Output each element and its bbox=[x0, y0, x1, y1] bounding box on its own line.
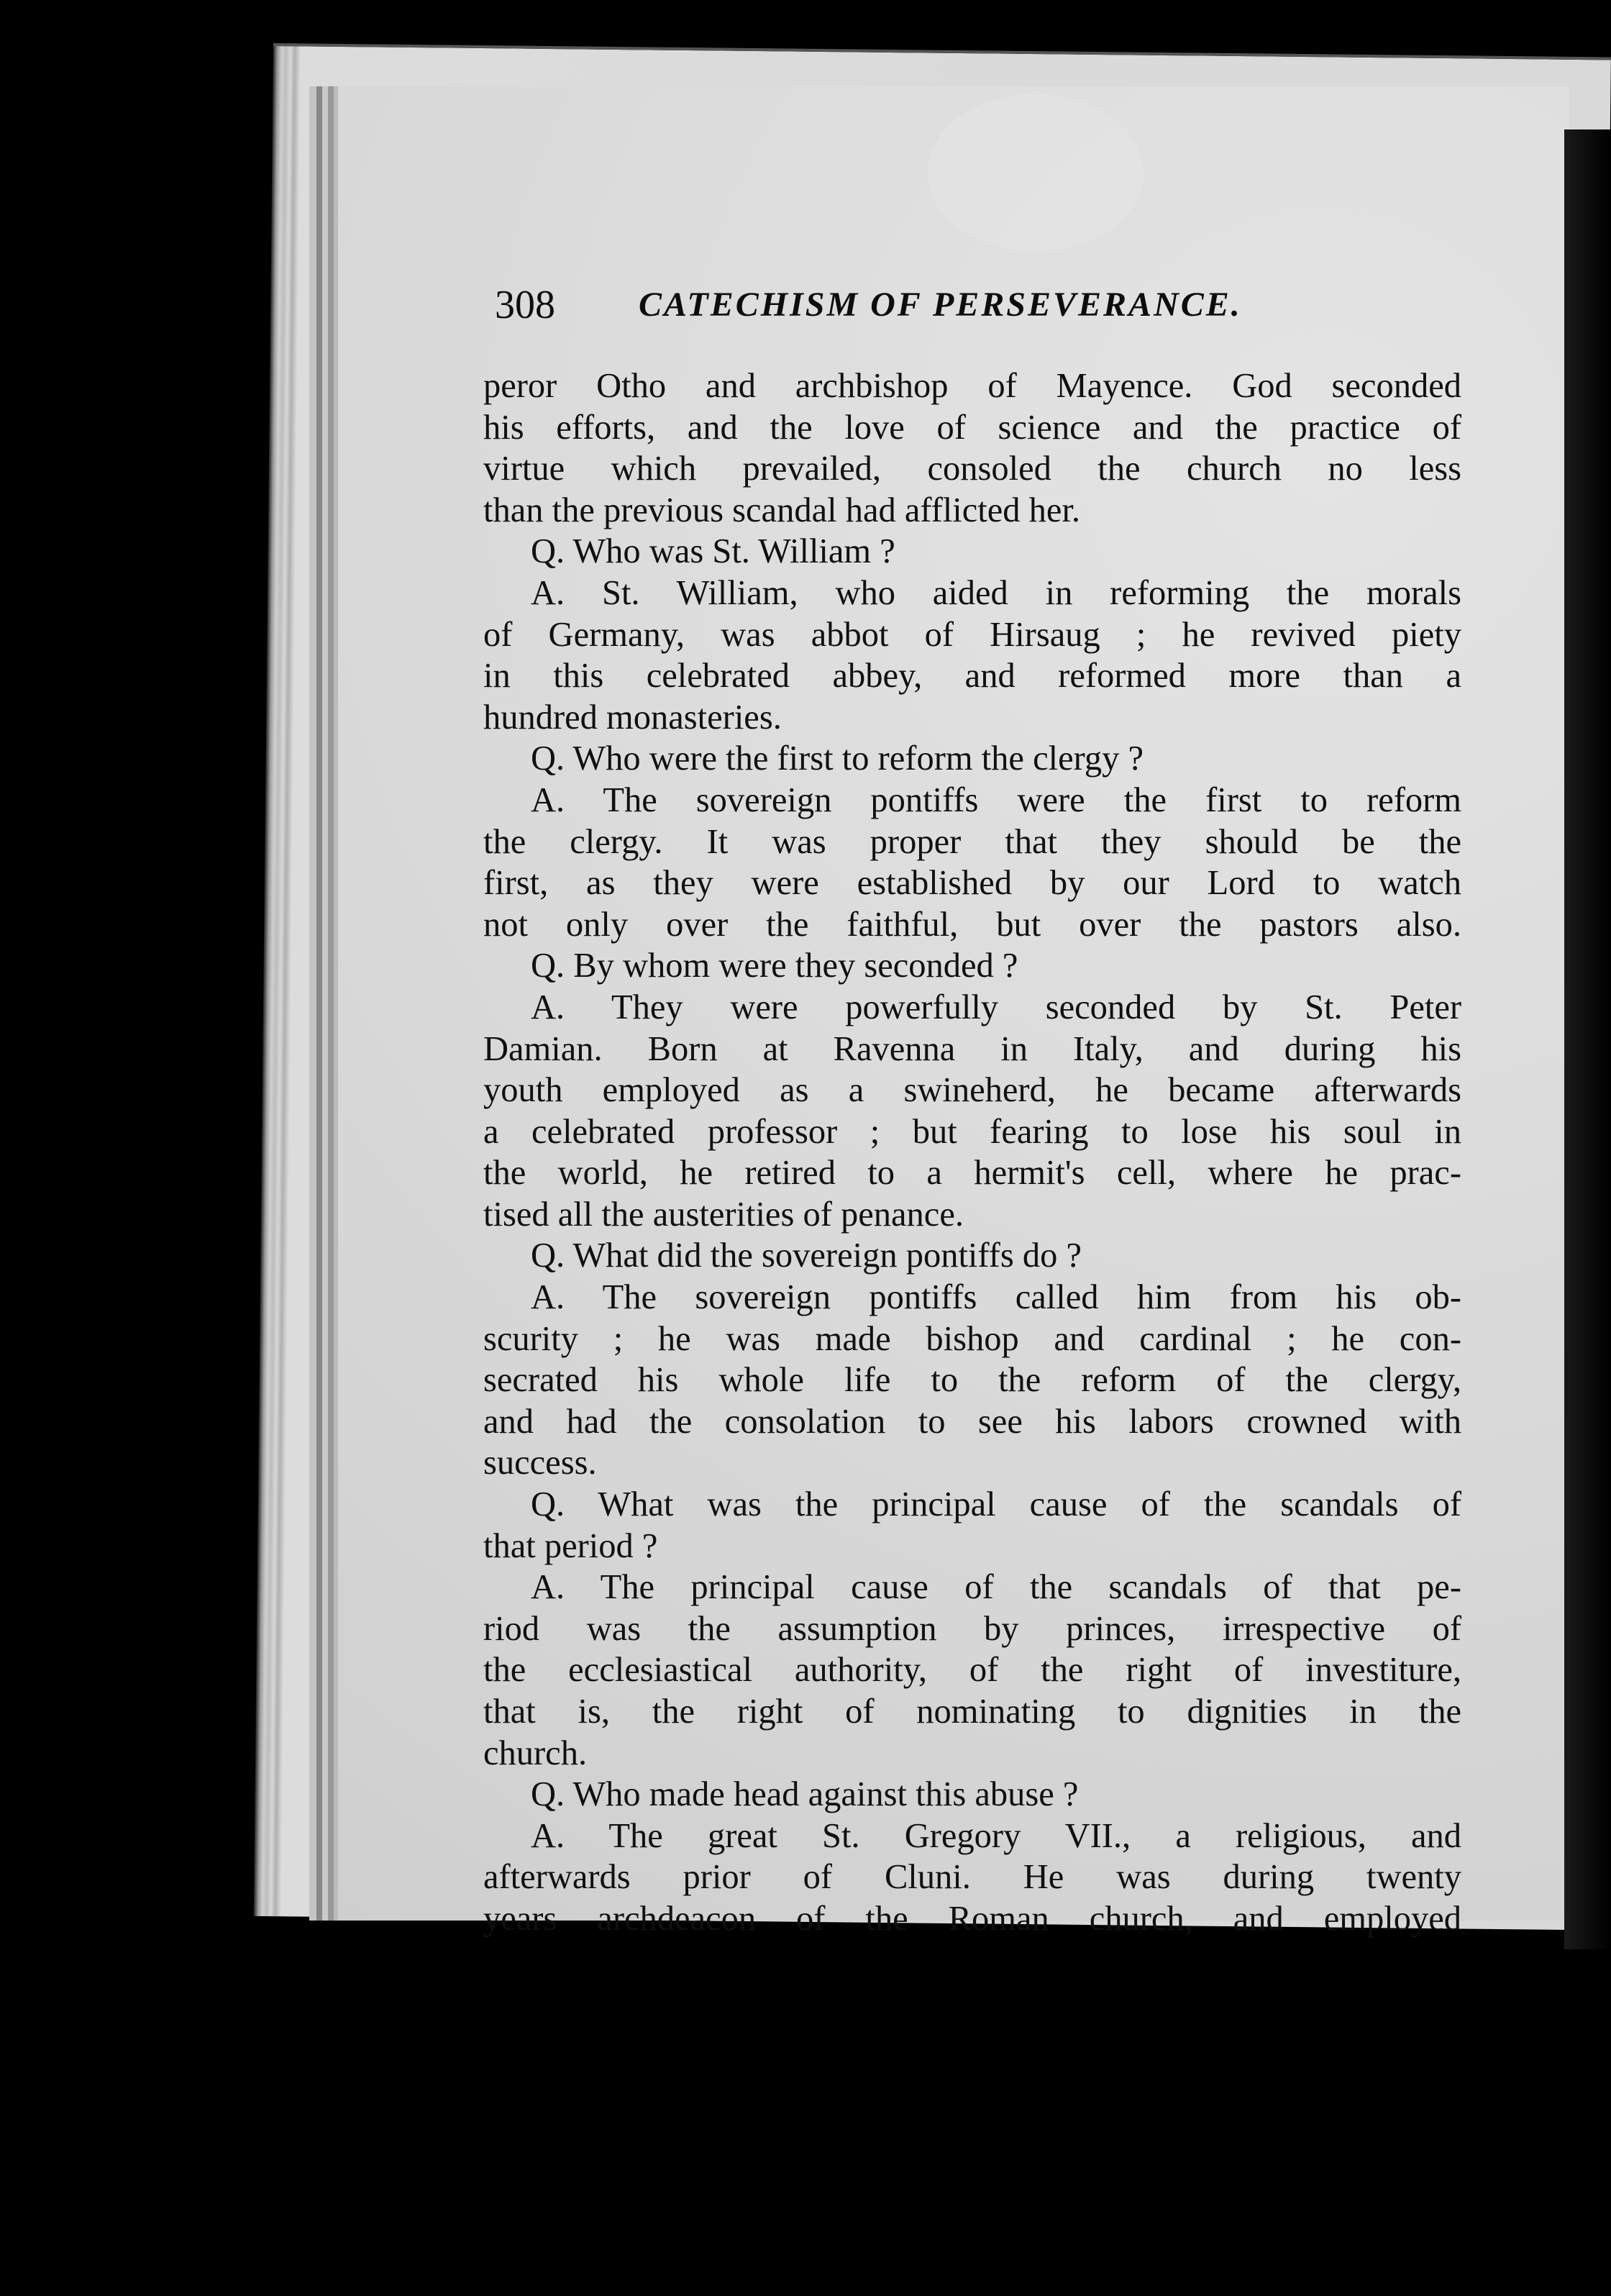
answer-line: A. The principal cause of the scandals of that pe- bbox=[531, 1568, 1461, 1607]
text-line: the ecclesiastical authority, of the right of investiture, bbox=[483, 1651, 1461, 1690]
question-line: Q. By whom were they seconded ? bbox=[531, 947, 1018, 985]
text-line: secrated his whole life to the reform of the clergy, bbox=[483, 1361, 1461, 1400]
answer-line: A. The sovereign pontiffs were the first to reform bbox=[531, 780, 1461, 819]
text-line: tised all the austerities of penance. bbox=[483, 1195, 964, 1234]
question-line: Q. Who made head against this abuse ? bbox=[531, 1775, 1079, 1814]
running-title: CATECHISM OF PERSEVERANCE. bbox=[639, 286, 1242, 324]
text-line: that is, the right of nominating to dignities in the bbox=[483, 1693, 1461, 1731]
paper-stain bbox=[928, 94, 1144, 252]
body-text bbox=[483, 365, 1461, 1940]
answer-line: A. The great St. Gregory VII., a religious, and bbox=[531, 1816, 1461, 1855]
text-line: peror Otho and archbishop of Mayence. God seconded bbox=[483, 367, 1461, 405]
text-line: youth employed as a swineherd, he became afterwards bbox=[483, 1071, 1461, 1110]
text-line: not only over the faithful, but over the pastors also. bbox=[483, 905, 1461, 944]
answer-line: A. They were powerfully seconded by St. Peter bbox=[531, 988, 1461, 1026]
answer-line: A. St. William, who aided in reforming the morals bbox=[531, 573, 1461, 612]
text-line: afterwards prior of Cluni. He was during twenty bbox=[483, 1858, 1461, 1897]
text-line: success. bbox=[483, 1444, 597, 1482]
text-line: church. bbox=[483, 1734, 588, 1772]
text-line: and had the consolation to see his labors crowned with bbox=[483, 1402, 1461, 1441]
text-line: riod was the assumption by princes, irrespective of bbox=[483, 1609, 1461, 1648]
text-line: hundred monasteries. bbox=[483, 698, 782, 737]
question-line: Q. What did the sovereign pontiffs do ? bbox=[531, 1236, 1082, 1275]
text-line: the world, he retired to a hermit's cell, where he prac- bbox=[483, 1154, 1461, 1193]
answer-line: A. The sovereign pontiffs called him from his ob- bbox=[531, 1278, 1461, 1317]
question-line: Q. Who was St. William ? bbox=[531, 532, 895, 571]
question-line: Q. Who were the first to reform the clergy ? bbox=[531, 739, 1144, 778]
text-line: Damian. Born at Ravenna in Italy, and during his bbox=[483, 1029, 1461, 1068]
text-line: that period ? bbox=[483, 1526, 658, 1565]
page-gutter-shadow bbox=[1564, 129, 1611, 1949]
text-line: virtue which prevailed, consoled the church no less bbox=[483, 450, 1461, 488]
text-line: the clergy. It was proper that they should be the bbox=[483, 822, 1461, 861]
text-line: first, as they were established by our Lord to watch bbox=[483, 864, 1461, 903]
text-line: than the previous scandal had afflicted her. bbox=[483, 491, 1081, 529]
text-line: his efforts, and the love of science and the practice of bbox=[483, 408, 1461, 447]
text-line: years archdeacon of the Roman church, and employed bbox=[483, 1899, 1461, 1938]
text-line: in this celebrated abbey, and reformed more than a bbox=[483, 657, 1461, 696]
running-head bbox=[495, 276, 1372, 334]
text-line: a celebrated professor ; but fearing to lose his soul in bbox=[483, 1112, 1461, 1151]
text-line: scurity ; he was made bishop and cardinal ; he con- bbox=[483, 1319, 1461, 1358]
question-line: Q. What was the principal cause of the scandals of bbox=[531, 1485, 1461, 1524]
text-line: of Germany, was abbot of Hirsaug ; he revived piety bbox=[483, 615, 1461, 654]
page-number: 308 bbox=[495, 283, 555, 327]
